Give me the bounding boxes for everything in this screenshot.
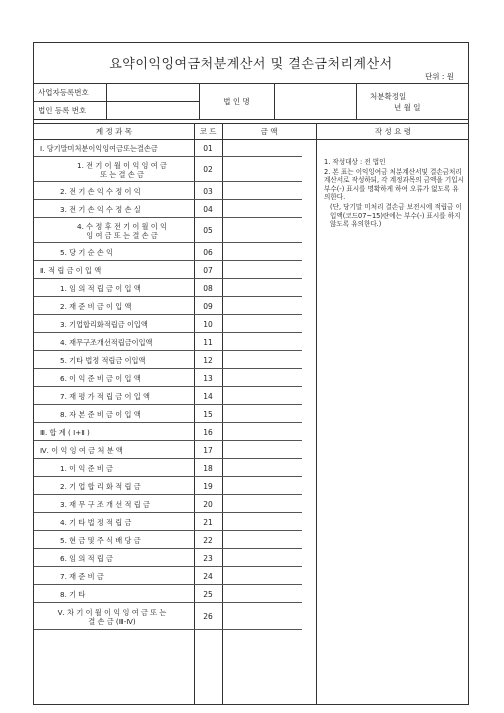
amount-field[interactable] — [223, 405, 315, 422]
form-sheet — [33, 42, 469, 705]
amount-field[interactable] — [223, 157, 315, 181]
amount-field[interactable] — [223, 369, 315, 386]
row-label: 6. 이 익 준 비 금 이 입 액 — [60, 373, 141, 383]
row-label: Ⅲ. 합 계 ( Ⅰ+Ⅱ ) — [40, 427, 90, 437]
amount-field[interactable] — [223, 297, 315, 314]
row-code: 15 — [203, 409, 213, 419]
amount-field[interactable] — [223, 423, 315, 440]
col-notes: 작 성 요 령 — [374, 127, 412, 136]
row-code: 19 — [203, 481, 213, 491]
row-code: 14 — [203, 391, 213, 401]
amount-field[interactable] — [223, 441, 315, 458]
row-code: 21 — [203, 517, 213, 527]
row-label: 2. 재 준 비 금 이 입 액 — [60, 301, 132, 311]
confirm-date-ymd: 년 월 일 — [394, 103, 421, 112]
header-top-line — [34, 83, 468, 84]
row-label: Ⅴ. 차 기 이 월 이 익 잉 여 금 또 는 결 손 금 (Ⅲ-Ⅳ) — [57, 607, 167, 626]
row-code: 08 — [203, 283, 213, 293]
row-code: 03 — [203, 186, 213, 196]
row-label: 3. 재 무 구 조 개 선 적 립 금 — [60, 499, 150, 509]
amount-field[interactable] — [223, 333, 315, 350]
confirm-date-label: 처분확정일 — [370, 92, 407, 101]
row-label: 4. 재무구조개선적립금이입액 — [60, 337, 153, 347]
amount-field[interactable] — [223, 549, 315, 566]
table-row — [34, 423, 302, 441]
table-row — [34, 603, 302, 630]
table-row — [34, 297, 302, 315]
table-row — [34, 459, 302, 477]
table-row — [34, 531, 302, 549]
amount-field[interactable] — [223, 603, 315, 629]
header-divider-3 — [274, 83, 275, 119]
amount-field[interactable] — [223, 585, 315, 602]
col-account: 계 정 과 목 — [95, 127, 133, 136]
row-code: 24 — [203, 571, 213, 581]
form-title: 요약이익잉여금처분계산서 및 결손금처리계산서 — [109, 57, 393, 72]
row-code: 01 — [203, 143, 213, 153]
row-label: 4. 기 타 법 정 적 립 금 — [60, 517, 132, 527]
row-code: 11 — [203, 337, 213, 347]
table-row — [34, 405, 302, 423]
row-label: 3. 전 기 손 익 수 정 손 실 — [60, 204, 141, 214]
amount-field[interactable] — [223, 513, 315, 530]
table-row — [34, 477, 302, 495]
row-code: 04 — [203, 204, 213, 214]
col-code: 코 드 — [199, 127, 217, 136]
amount-field[interactable] — [223, 477, 315, 494]
row-label: 8. 자 본 준 비 금 이 입 액 — [60, 409, 141, 419]
row-code: 25 — [203, 589, 213, 599]
table-row — [34, 495, 302, 513]
instructions-notes — [324, 158, 464, 230]
amount-field[interactable] — [223, 279, 315, 296]
table-row — [34, 513, 302, 531]
row-label: 3. 기업합리화적립금 이입액 — [60, 319, 148, 329]
row-code: 20 — [203, 499, 213, 509]
table-row — [34, 182, 302, 200]
col-amount: 금 액 — [260, 127, 278, 136]
header-divider-1 — [106, 83, 107, 119]
row-label: 7. 재 평 가 적 립 금 이 입 액 — [60, 391, 150, 401]
note-item: 2. 본 표는 이익잉여금 처분계산서및 결손금처리계산서로 작성하되, 각 계정과목의 금액을 기입시 부수(-) 표시를 명확하게 하여 오류가 없도록 유의한다. — [324, 167, 464, 202]
amount-field[interactable] — [223, 567, 315, 584]
row-label: 1. 이 익 준 비 금 — [60, 463, 113, 473]
table-row — [34, 351, 302, 369]
corp-reg-label: 법인 등록 번호 — [38, 106, 87, 115]
table-row — [34, 369, 302, 387]
table-row — [34, 139, 302, 157]
row-label: Ⅰ. 당기말미처분이익잉여금또는결손금 — [40, 143, 158, 153]
header-mid-line — [34, 101, 199, 102]
amount-field[interactable] — [223, 351, 315, 368]
row-code: 09 — [203, 301, 213, 311]
table-row — [34, 243, 302, 261]
corp-name-label: 법 인 명 — [223, 97, 250, 106]
row-label: 5. 당 기 순 손 익 — [60, 247, 113, 257]
row-code: 16 — [203, 427, 213, 437]
row-label: Ⅳ. 이 익 잉 여 금 처 분 액 — [40, 445, 123, 455]
table-row — [34, 261, 302, 279]
row-code: 13 — [203, 373, 213, 383]
table-row — [34, 441, 302, 459]
row-code: 07 — [203, 265, 213, 275]
row-label: 4. 수 정 후 전 기 이 월 이 익 잉 여 금 또 는 결 손 금 — [77, 221, 167, 240]
row-code: 23 — [203, 553, 213, 563]
row-label: 5. 현 금 및 주 식 배 당 금 — [60, 535, 141, 545]
row-label: 1. 전 기 이 월 이 익 잉 여 금 또 는 결 손 금 — [77, 160, 167, 179]
row-code: 10 — [203, 319, 213, 329]
row-code: 17 — [203, 445, 213, 455]
amount-field[interactable] — [223, 315, 315, 332]
amount-field[interactable] — [223, 261, 315, 278]
table-row — [34, 200, 302, 218]
row-label: 5. 기타 법정 적립금 이입액 — [60, 355, 146, 365]
amount-field[interactable] — [223, 182, 315, 199]
amount-field[interactable] — [223, 459, 315, 476]
table-row — [34, 315, 302, 333]
amount-field[interactable] — [223, 139, 315, 156]
header-divider-4 — [356, 83, 357, 119]
note-item: 1. 작성대상 : 전 법인 — [324, 158, 386, 166]
row-label: 2. 전 기 손 익 수 정 이 익 — [60, 186, 141, 196]
row-code: 26 — [203, 612, 213, 621]
table-row — [34, 218, 302, 243]
amount-field[interactable] — [223, 243, 315, 260]
row-label: 7. 재 준 비 금 — [60, 571, 104, 581]
row-code: 18 — [203, 463, 213, 473]
table-row — [34, 279, 302, 297]
amount-field[interactable] — [223, 531, 315, 548]
table-row — [34, 549, 302, 567]
unit-label: 단위 : 원 — [424, 72, 454, 81]
col-header-top-line — [34, 123, 468, 124]
row-label: 2. 기 업 합 리 화 적 립 금 — [60, 481, 141, 491]
table-row — [34, 387, 302, 405]
row-label: 6. 임 의 적 립 금 — [60, 553, 113, 563]
amount-field[interactable] — [223, 387, 315, 404]
table-row — [34, 567, 302, 585]
amount-field[interactable] — [223, 218, 315, 242]
header-bottom-line — [34, 119, 468, 120]
amount-field[interactable] — [223, 495, 315, 512]
row-code: 22 — [203, 535, 213, 545]
row-label: 8. 기 타 — [60, 589, 86, 599]
note-item: (단, 당기말 미처리 결손금 보전시에 적립금 이입액(코드07~15)란에는 부수(-) 표시를 하지 않도록 유의한다.) — [330, 202, 462, 229]
row-label: 1. 임 의 적 립 금 이 입 액 — [60, 283, 141, 293]
row-code: 12 — [203, 355, 213, 365]
table-row — [34, 585, 302, 603]
row-code: 02 — [203, 165, 213, 174]
biz-reg-label: 사업자등록번호 — [38, 88, 89, 97]
row-label: Ⅱ. 적 립 금 이 입 액 — [40, 265, 102, 275]
row-code: 06 — [203, 247, 213, 257]
table-row — [34, 157, 302, 182]
amount-field[interactable] — [223, 200, 315, 217]
row-code: 05 — [203, 226, 213, 235]
table-row — [34, 333, 302, 351]
notes-col-line — [316, 123, 317, 705]
